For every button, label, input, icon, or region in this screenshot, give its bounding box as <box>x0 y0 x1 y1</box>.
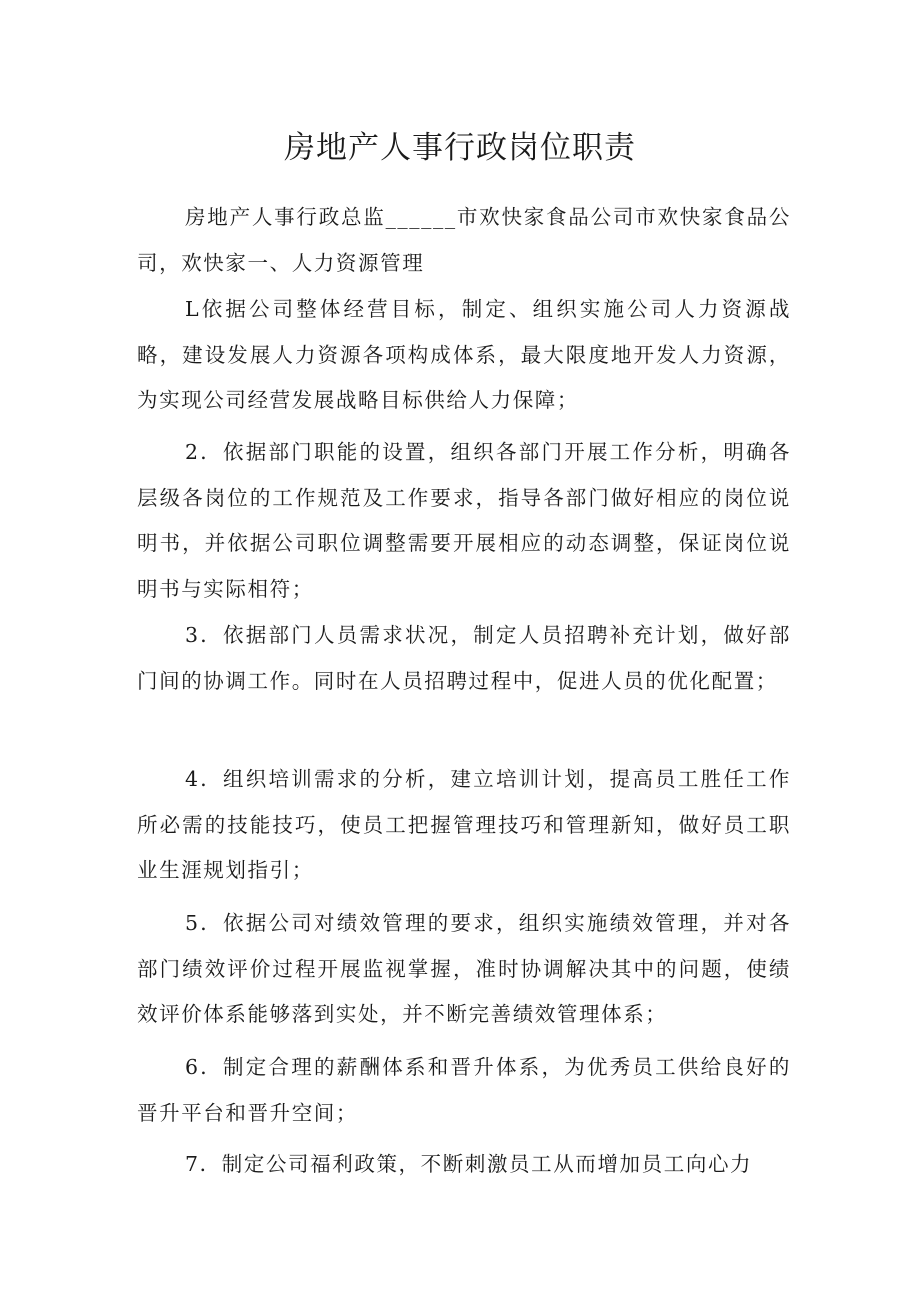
paragraph-4: 4．组织培训需求的分析，建立培训计划，提高员工胜任工作所必需的技能技巧，使员工把握管理技巧和管理新知，做好员工职业生涯规划指引； <box>137 767 791 882</box>
paragraph-1: L依据公司整体经营目标，制定、组织实施公司人力资源战略，建设发展人力资源各项构成体系，最大限度地开发人力资源，为实现公司经营发展战略目标供给人力保障； <box>137 297 791 412</box>
paragraph-6: 6．制定合理的薪酬体系和晋升体系，为优秀员工供给良好的晋升平台和晋升空间； <box>137 1055 791 1125</box>
paragraph-intro: 房地产人事行政总监______市欢快家食品公司市欢快家食品公司，欢快家一、人力资源管理 <box>137 205 791 275</box>
page-title: 房地产人事行政岗位职责 <box>284 130 636 166</box>
paragraph-2: 2．依据部门职能的设置，组织各部门开展工作分析，明确各层级各岗位的工作规范及工作要求，指导各部门做好相应的岗位说明书，并依据公司职位调整需要开展相应的动态调整，保证岗位说明书与实际相符； <box>137 440 791 601</box>
paragraph-5: 5．依据公司对绩效管理的要求，组织实施绩效管理，并对各部门绩效评价过程开展监视掌握，准时协调解决其中的问题，使绩效评价体系能够落到实处，并不断完善绩效管理体系； <box>137 911 791 1026</box>
paragraph-7: 7．制定公司福利政策，不断刺激员工从而增加员工向心力 <box>185 1152 753 1176</box>
paragraph-3: 3．依据部门人员需求状况，制定人员招聘补充计划，做好部门间的协调工作。同时在人员招聘过程中，促进人员的优化配置； <box>137 623 791 693</box>
